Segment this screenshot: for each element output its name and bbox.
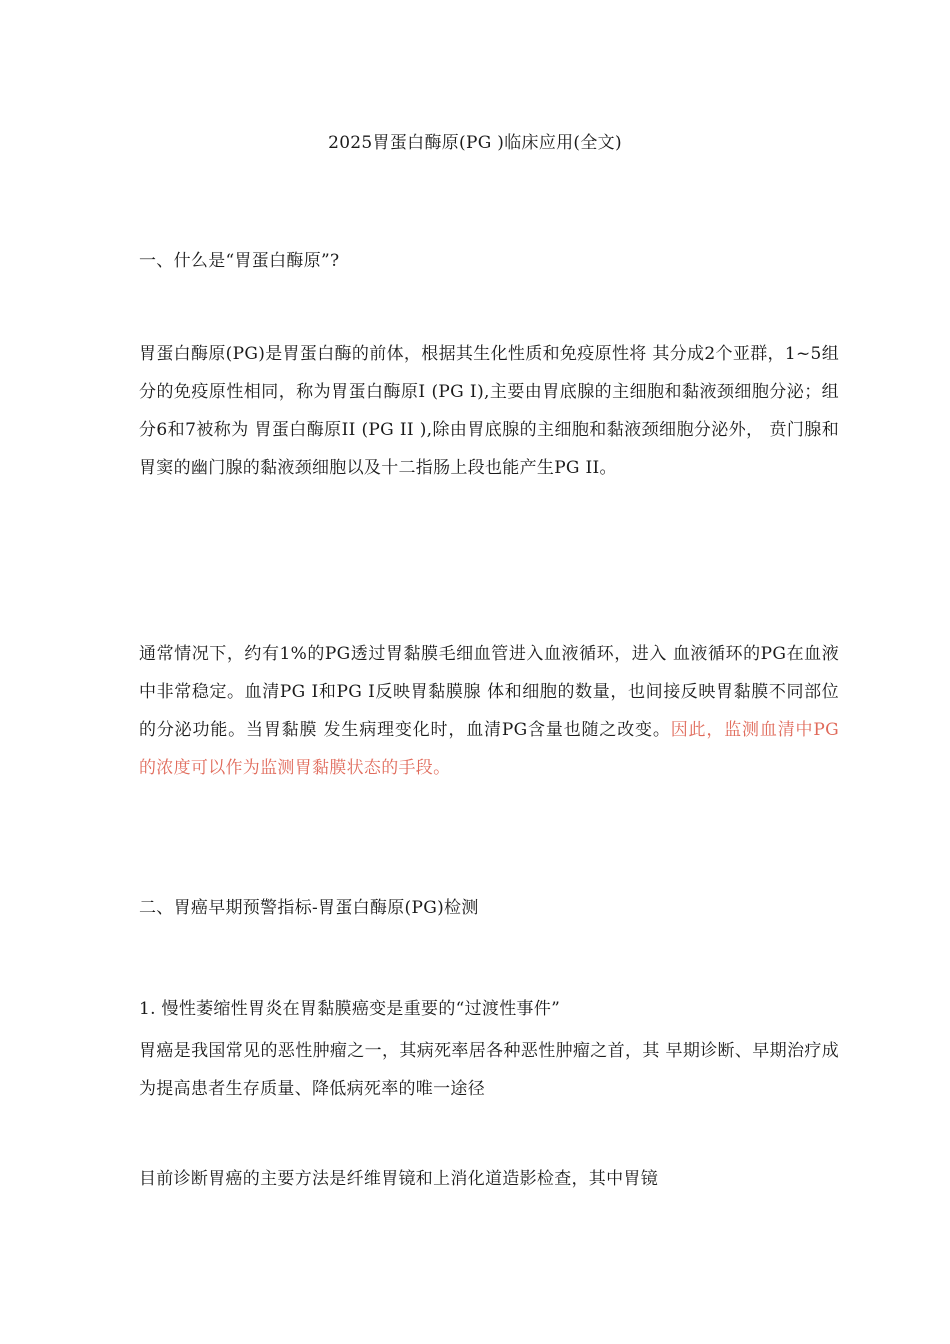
paragraph-2-main-text: 通常情况下，约有1%的PG透过胃黏膜毛细血管进入血液循环，进入 血液循环的PG在血液中非常稳定。血清PG Ⅰ和PG Ⅰ反映胃黏膜腺 体和细胞的数量，也间接反映胃黏膜不同部位的分泌功能。当胃黏膜 发生病理变化时，血清PG含量也随之改变。 (139, 644, 839, 740)
paragraph-2-highlight-text: 因此，监测血清中PG 的浓度可以作为监测胃黏膜状态的手段。 (139, 720, 839, 778)
section-1-paragraph-2 (139, 635, 839, 787)
section-2-subheading-1: 1. 慢性萎缩性胃炎在胃黏膜癌变是重要的“过渡性事件” (139, 999, 561, 1019)
section-2-heading: 二、胃癌早期预警指标-胃蛋白酶原(PG)检测 (139, 898, 479, 918)
section-1-heading: 一、什么是“胃蛋白酶原”? (139, 251, 340, 271)
section-2-paragraph-1: 胃癌是我国常见的恶性肿瘤之一，其病死率居各种恶性肿瘤之首，其 早期诊断、早期治疗成为提高患者生存质量、降低病死率的唯一途径 (139, 1041, 839, 1099)
section-1-paragraph-1: 胃蛋白酶原(PG)是胃蛋白酶的前体，根据其生化性质和免疫原性将 其分成2个亚群，1~5组分的免疫原性相同，称为胃蛋白酶原Ⅰ (PG Ⅰ),主要由胃底腺的主细胞和黏液颈细胞分泌；组分6和7被称为 胃蛋白酶原II (PG II ),除由胃底腺的主细胞和黏液颈细胞分泌外， 贲门腺和胃窦的幽门腺的黏液颈细胞以及十二指肠上段也能产生PG II。 (139, 344, 839, 478)
document-title: 2025胃蛋白酶原(PG )临床应用(全文) (328, 133, 622, 153)
section-2-paragraph-2: 目前诊断胃癌的主要方法是纤维胃镜和上消化道造影检查，其中胃镜 (139, 1169, 658, 1189)
